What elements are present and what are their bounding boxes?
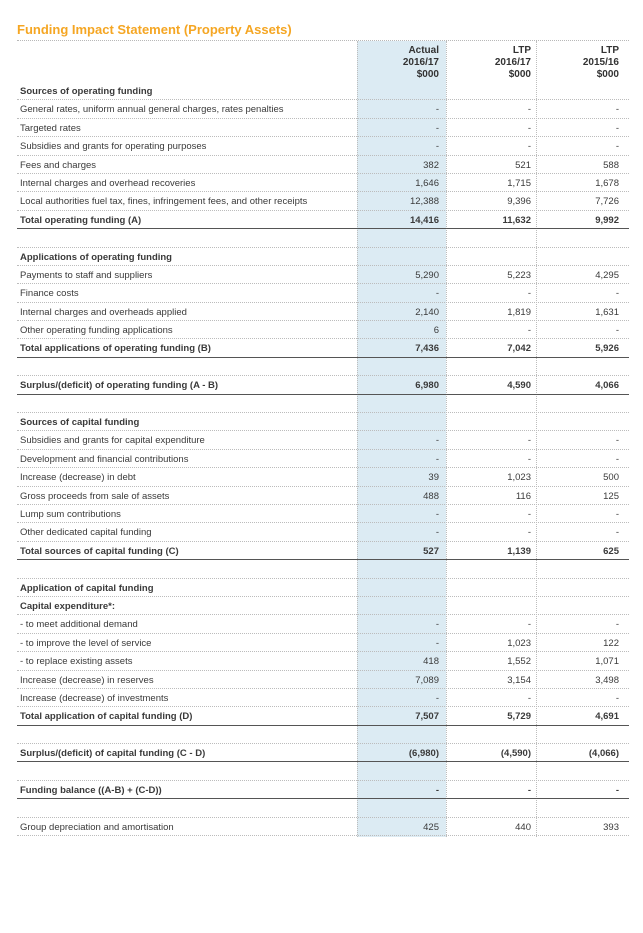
table-row xyxy=(17,137,629,155)
table-row xyxy=(17,266,629,284)
ltp-2015-16-value: - xyxy=(615,784,619,796)
row-label: Increase (decrease) in debt xyxy=(20,472,136,484)
ltp-2015-16-value: 3,498 xyxy=(595,674,619,686)
actual-2016-17-value: - xyxy=(435,435,439,447)
actual-2016-17-value: 5,290 xyxy=(415,269,439,281)
column-header-actual-2016-17 xyxy=(359,45,439,81)
actual-2016-17-value: 488 xyxy=(423,490,439,502)
section-heading-row xyxy=(17,413,629,431)
funding-impact-table xyxy=(17,82,629,836)
section-heading-row xyxy=(17,248,629,266)
actual-2016-17-value: - xyxy=(435,619,439,631)
row-label: Applications of operating funding xyxy=(20,251,172,263)
actual-2016-17-value: - xyxy=(435,122,439,134)
table-row xyxy=(17,156,629,174)
row-label: Surplus/(deficit) of operating funding (A - B) xyxy=(20,380,219,392)
ltp-2015-16-value: (4,066) xyxy=(588,748,619,760)
actual-2016-17-value: 2,140 xyxy=(415,306,439,318)
ltp-2015-16-value: 4,066 xyxy=(595,380,619,392)
actual-2016-17-value: 7,507 xyxy=(415,711,439,723)
ltp-2016-17-value: 5,729 xyxy=(507,711,531,723)
row-label: Internal charges and overheads applied xyxy=(20,306,187,318)
table-row xyxy=(17,174,629,192)
ltp-2015-16-value: 7,726 xyxy=(595,196,619,208)
table-row xyxy=(17,505,629,523)
actual-2016-17-value: - xyxy=(435,692,439,704)
column-header-line: 2016/17 xyxy=(402,57,439,68)
spacer-row xyxy=(17,560,629,578)
spacer-row xyxy=(17,358,629,376)
row-label: Total application of capital funding (D) xyxy=(20,711,193,723)
ltp-2016-17-value: - xyxy=(527,619,531,631)
ltp-2016-17-value: 5,223 xyxy=(507,269,531,281)
section-heading-row xyxy=(17,579,629,597)
spacer-row xyxy=(17,799,629,817)
ltp-2016-17-value: 4,590 xyxy=(507,380,531,392)
ltp-2015-16-value: - xyxy=(615,325,619,337)
actual-2016-17-value: - xyxy=(435,637,439,649)
column-header-line: LTP xyxy=(512,45,531,56)
ltp-2016-17-value: - xyxy=(527,784,531,796)
table-row xyxy=(17,450,629,468)
table-row xyxy=(17,671,629,689)
ltp-2016-17-value: - xyxy=(527,435,531,447)
row-label: Targeted rates xyxy=(20,122,81,134)
page-title: Funding Impact Statement (Property Assets) xyxy=(17,22,292,37)
total-row xyxy=(17,376,629,394)
ltp-2015-16-value: 393 xyxy=(603,821,619,833)
table-row xyxy=(17,303,629,321)
ltp-2015-16-value: 5,926 xyxy=(595,343,619,355)
actual-2016-17-value: 418 xyxy=(423,656,439,668)
total-row xyxy=(17,744,629,762)
table-row xyxy=(17,523,629,541)
ltp-2015-16-value: 1,678 xyxy=(595,177,619,189)
section-heading-row xyxy=(17,82,629,100)
row-label: Payments to staff and suppliers xyxy=(20,269,153,281)
table-row xyxy=(17,100,629,118)
row-label: Finance costs xyxy=(20,288,79,300)
actual-2016-17-value: 12,388 xyxy=(409,196,439,208)
ltp-2015-16-value: - xyxy=(615,692,619,704)
ltp-2016-17-value: 1,819 xyxy=(507,306,531,318)
row-label: Lump sum contributions xyxy=(20,508,121,520)
ltp-2016-17-value: 1,552 xyxy=(507,656,531,668)
ltp-2016-17-value: - xyxy=(527,453,531,465)
row-label: - to replace existing assets xyxy=(20,656,133,668)
table-row xyxy=(17,487,629,505)
spacer-row xyxy=(17,229,629,247)
ltp-2016-17-value: 116 xyxy=(515,490,531,502)
ltp-2015-16-value: - xyxy=(615,435,619,447)
row-label: Sources of operating funding xyxy=(20,86,153,97)
row-label: Sources of capital funding xyxy=(20,417,140,429)
table-row xyxy=(17,284,629,302)
row-label: Development and financial contributions xyxy=(20,453,189,465)
actual-2016-17-value: - xyxy=(435,288,439,300)
column-header-line: $000 xyxy=(508,69,531,80)
ltp-2015-16-value: 588 xyxy=(603,159,619,171)
actual-2016-17-value: - xyxy=(435,141,439,153)
actual-2016-17-value: 39 xyxy=(428,472,439,484)
actual-2016-17-value: 7,089 xyxy=(415,674,439,686)
ltp-2016-17-value: - xyxy=(527,527,531,539)
row-label: Application of capital funding xyxy=(20,582,154,594)
title-divider xyxy=(17,40,629,41)
ltp-2015-16-value: 1,631 xyxy=(595,306,619,318)
row-label: Gross proceeds from sale of assets xyxy=(20,490,170,502)
ltp-2016-17-value: 1,023 xyxy=(507,637,531,649)
ltp-2015-16-value: - xyxy=(615,508,619,520)
actual-2016-17-value: 527 xyxy=(423,545,439,557)
actual-2016-17-value: - xyxy=(435,784,439,796)
ltp-2016-17-value: 1,139 xyxy=(507,545,531,557)
row-label: Group depreciation and amortisation xyxy=(20,821,174,833)
row-label: Surplus/(deficit) of capital funding (C - D) xyxy=(20,748,206,760)
ltp-2016-17-value: - xyxy=(527,104,531,116)
total-row xyxy=(17,542,629,560)
ltp-2015-16-value: 4,295 xyxy=(595,269,619,281)
row-label: Local authorities fuel tax, fines, infringement fees, and other receipts xyxy=(20,196,308,208)
ltp-2015-16-value: 500 xyxy=(603,472,619,484)
ltp-2016-17-value: 1,715 xyxy=(507,177,531,189)
ltp-2016-17-value: 521 xyxy=(515,159,531,171)
spacer-row xyxy=(17,726,629,744)
ltp-2015-16-value: 9,992 xyxy=(595,214,619,226)
row-label: Subsidies and grants for operating purposes xyxy=(20,141,207,153)
column-header-ltp-2015-16 xyxy=(539,45,619,81)
table-row xyxy=(17,119,629,137)
ltp-2016-17-value: - xyxy=(527,508,531,520)
actual-2016-17-value: - xyxy=(435,527,439,539)
row-label: Increase (decrease) of investments xyxy=(20,692,169,704)
column-header-line: $000 xyxy=(416,69,439,80)
actual-2016-17-value: 14,416 xyxy=(409,214,439,226)
column-header-line: 2016/17 xyxy=(494,57,531,68)
ltp-2016-17-value: 9,396 xyxy=(507,196,531,208)
actual-2016-17-value: - xyxy=(435,508,439,520)
ltp-2015-16-value: - xyxy=(615,104,619,116)
table-row xyxy=(17,634,629,652)
column-header-line: $000 xyxy=(596,69,619,80)
actual-2016-17-value: 7,436 xyxy=(415,343,439,355)
ltp-2015-16-value: - xyxy=(615,619,619,631)
row-label: Total sources of capital funding (C) xyxy=(20,545,179,557)
row-label: Increase (decrease) in reserves xyxy=(20,674,154,686)
table-row xyxy=(17,321,629,339)
total-row xyxy=(17,707,629,725)
ltp-2016-17-value: 1,023 xyxy=(507,472,531,484)
ltp-2016-17-value: - xyxy=(527,288,531,300)
actual-2016-17-value: 425 xyxy=(423,821,439,833)
ltp-2015-16-value: - xyxy=(615,453,619,465)
spacer-row xyxy=(17,395,629,413)
ltp-2015-16-value: - xyxy=(615,141,619,153)
ltp-2016-17-value: 3,154 xyxy=(507,674,531,686)
row-label: Capital expenditure*: xyxy=(20,600,116,612)
actual-2016-17-value: - xyxy=(435,104,439,116)
actual-2016-17-value: - xyxy=(435,453,439,465)
row-label: General rates, uniform annual general charges, rates penalties xyxy=(20,104,284,116)
ltp-2016-17-value: (4,590) xyxy=(500,748,531,760)
spacer-row xyxy=(17,762,629,780)
column-header-line: Actual xyxy=(408,45,439,56)
actual-2016-17-value: 6 xyxy=(433,325,439,337)
ltp-2015-16-value: 1,071 xyxy=(595,656,619,668)
row-label: Funding balance ((A-B) + (C-D)) xyxy=(20,784,162,796)
table-row xyxy=(17,431,629,449)
ltp-2015-16-value: 4,691 xyxy=(595,711,619,723)
ltp-2016-17-value: 11,632 xyxy=(502,214,531,226)
table-row xyxy=(17,615,629,633)
table-row xyxy=(17,192,629,210)
actual-2016-17-value: 1,646 xyxy=(415,177,439,189)
table-row xyxy=(17,652,629,670)
row-label: - to meet additional demand xyxy=(20,619,138,631)
column-header-ltp-2016-17 xyxy=(451,45,531,81)
actual-2016-17-value: 382 xyxy=(423,159,439,171)
ltp-2015-16-value: - xyxy=(615,527,619,539)
ltp-2016-17-value: 440 xyxy=(515,821,531,833)
column-header-line: 2015/16 xyxy=(582,57,619,68)
ltp-2015-16-value: 625 xyxy=(603,545,619,557)
row-label: Other dedicated capital funding xyxy=(20,527,152,539)
table-row xyxy=(17,689,629,707)
section-heading-row xyxy=(17,597,629,615)
table-row xyxy=(17,468,629,486)
table-row xyxy=(17,818,629,836)
ltp-2015-16-value: - xyxy=(615,122,619,134)
ltp-2016-17-value: - xyxy=(527,141,531,153)
ltp-2016-17-value: - xyxy=(527,692,531,704)
row-label: Total applications of operating funding (B) xyxy=(20,343,211,355)
ltp-2015-16-value: - xyxy=(615,288,619,300)
ltp-2015-16-value: 122 xyxy=(603,637,619,649)
total-row xyxy=(17,781,629,799)
ltp-2016-17-value: - xyxy=(527,325,531,337)
row-label: Other operating funding applications xyxy=(20,325,173,337)
ltp-2015-16-value: 125 xyxy=(603,490,619,502)
column-header-line: LTP xyxy=(600,45,619,56)
row-label: Internal charges and overhead recoveries xyxy=(20,177,196,189)
row-label: Fees and charges xyxy=(20,159,97,171)
row-label: Subsidies and grants for capital expenditure xyxy=(20,435,205,447)
ltp-2016-17-value: - xyxy=(527,122,531,134)
total-row xyxy=(17,339,629,357)
row-label: - to improve the level of service xyxy=(20,637,152,649)
actual-2016-17-value: (6,980) xyxy=(408,748,439,760)
total-row xyxy=(17,211,629,229)
row-label: Total operating funding (A) xyxy=(20,214,142,226)
actual-2016-17-value: 6,980 xyxy=(415,380,439,392)
ltp-2016-17-value: 7,042 xyxy=(507,343,531,355)
